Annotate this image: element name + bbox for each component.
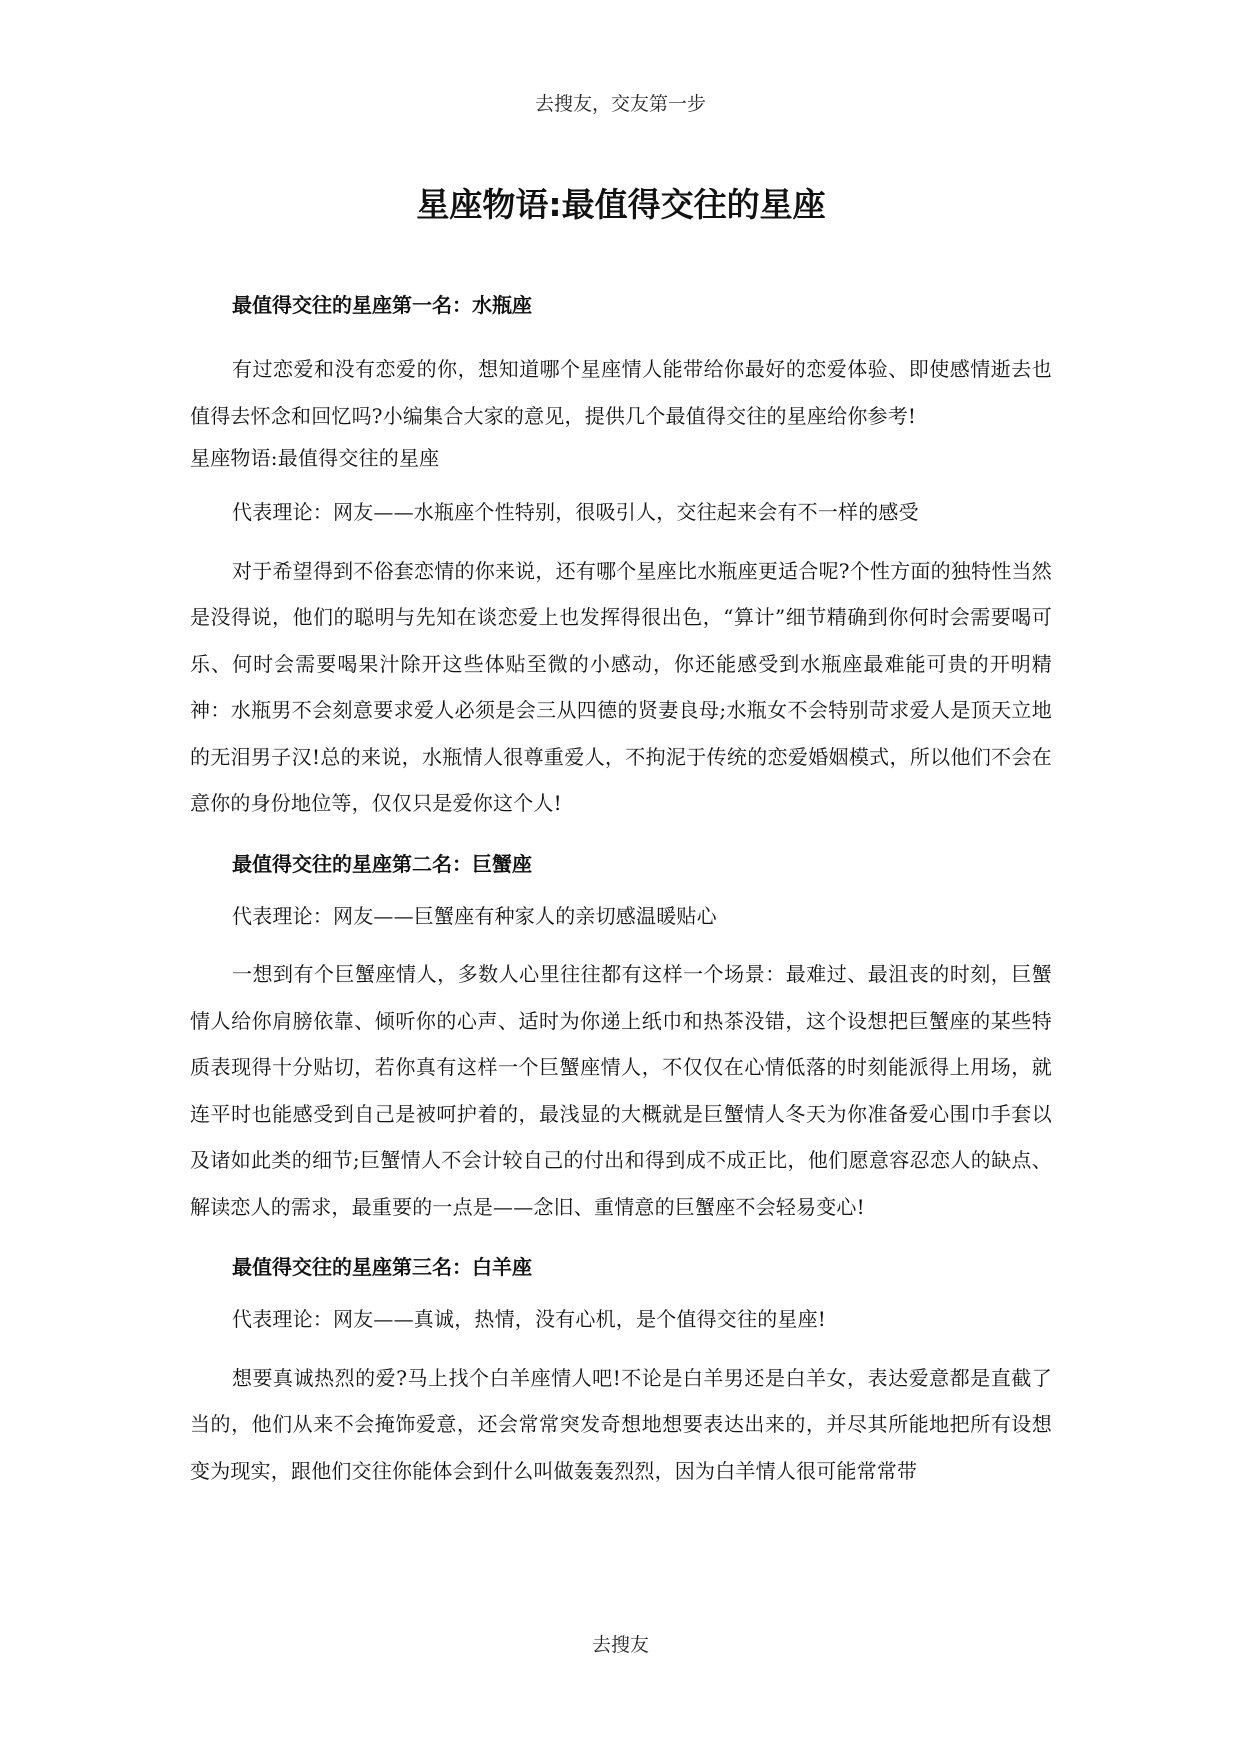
theory-paragraph-1: 代表理论：网友——水瓶座个性特别，很吸引人，交往起来会有不一样的感受	[232, 500, 919, 524]
theory-paragraph-3: 代表理论：网友——真诚，热情，没有心机，是个值得交往的星座!	[232, 1307, 827, 1331]
page-header: 去搜友，交友第一步	[534, 93, 706, 115]
intro-paragraph: 有过恋爱和没有恋爱的你，想知道哪个星座情人能带给你最好的恋爱体验、即使感情逝去也值得去怀念和回忆吗?小编集合大家的意见，提供几个最值得交往的星座给你参考!	[190, 357, 1052, 428]
theory-paragraph-2: 代表理论：网友——巨蟹座有种家人的亲切感温暖贴心	[232, 903, 717, 928]
page-footer: 去搜友	[591, 1634, 649, 1656]
section-heading-2: 最值得交往的星座第二名：巨蟹座	[232, 851, 532, 876]
body-paragraph-2: 一想到有个巨蟹座情人，多数人心里往往都有这样一个场景：最难过、最沮丧的时刻，巨蟹情人给你肩膀依靠、倾听你的心声、适时为你递上纸巾和热茶没错，这个设想把巨蟹座的某些特质表现得十分贴切，若你真有这样一个巨蟹座情人，不仅仅在心情低落的时刻能派得上用场，就连平时也能感受到自己是被呵护着的，最浅显的大概就是巨蟹情人冬天为你准备爱心围巾手套以及诸如此类的细节;巨蟹情人不会计较自己的付出和得到成不成正比，他们愿意容忍恋人的缺点、解读恋人的需求，最重要的一点是——念旧、重情意的巨蟹座不会轻易变心!	[190, 962, 1052, 1219]
document-title: 星座物语:最值得交往的星座	[416, 185, 826, 224]
body-paragraph-3: 想要真诚热烈的爱?马上找个白羊座情人吧!不论是白羊男还是白羊女，表达爱意都是直截了当的，他们从来不会掩饰爱意，还会常常突发奇想地想要表达出来的，并尽其所能地把所有设想变为现实，跟他们交往你能体会到什么叫做轰轰烈烈，因为白羊情人很可能常常带	[190, 1365, 1052, 1483]
section-heading-3: 最值得交往的星座第三名：白羊座	[232, 1255, 532, 1279]
repeat-title-line: 星座物语:最值得交往的星座	[190, 446, 440, 470]
document-content	[190, 178, 1052, 1494]
section-heading-1: 最值得交往的星座第一名：水瓶座	[232, 293, 532, 317]
body-paragraph-1: 对于希望得到不俗套恋情的你来说，还有哪个星座比水瓶座更适合呢?个性方面的独特性当然是没得说，他们的聪明与先知在谈恋爱上也发挥得很出色，“算计”细节精确到你何时会需要喝可乐、何时会需要喝果汁除开这些体贴至微的小感动，你还能感受到水瓶座最难能可贵的开明精神：水瓶男不会刻意要求爱人必须是会三从四德的贤妻良母;水瓶女不会特别苛求爱人是顶天立地的无泪男子汉!总的来说，水瓶情人很尊重爱人，不拘泥于传统的恋爱婚姻模式，所以他们不会在意你的身份地位等，仅仅只是爱你这个人!	[190, 558, 1052, 815]
